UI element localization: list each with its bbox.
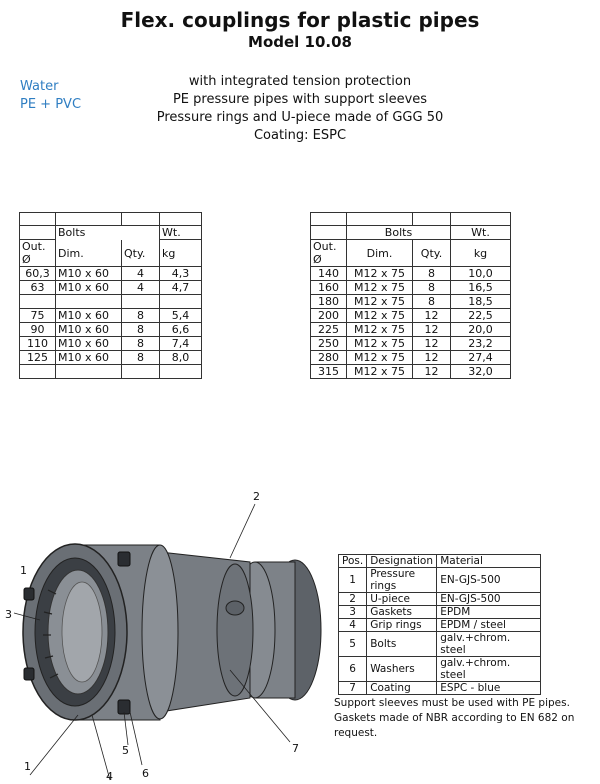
- cell-wt: 10,0: [451, 267, 511, 281]
- cell-designation: Gaskets: [367, 606, 437, 619]
- cell-pos: 6: [339, 657, 367, 682]
- cell-dim: M10 x 60: [56, 351, 122, 365]
- cell-qty: 12: [413, 337, 451, 351]
- table-row: [311, 295, 511, 309]
- page-title: Flex. couplings for plastic pipes: [120, 8, 480, 32]
- parts-row: [339, 682, 541, 695]
- cell-pos: 3: [339, 606, 367, 619]
- table-row: [311, 337, 511, 351]
- cell-material: EN-GJS-500: [437, 593, 541, 606]
- cell-dim: M10 x 60: [56, 281, 122, 295]
- cell-qty: 8: [122, 337, 160, 351]
- cell-designation: Pressure rings: [367, 568, 437, 593]
- cell-pos: 5: [339, 632, 367, 657]
- callout-5: 5: [122, 744, 129, 757]
- cell-qty: 8: [122, 323, 160, 337]
- cell-od: 250: [311, 337, 347, 351]
- tag-pe-pvc: PE + PVC: [20, 97, 82, 112]
- coupling-drawing: [0, 490, 330, 784]
- material-header: Material: [437, 555, 541, 568]
- cell-material: EPDM: [437, 606, 541, 619]
- parts-row: [339, 619, 541, 632]
- cell-material: galv.+chrom. steel: [437, 657, 541, 682]
- dim-header: Dim.: [347, 240, 413, 267]
- note-line: Support sleeves must be used with PE pipes.: [334, 697, 570, 709]
- cell-wt: 8,0: [160, 351, 202, 365]
- cell-qty: 8: [413, 267, 451, 281]
- cell-qty: 12: [413, 365, 451, 379]
- table-row: [20, 337, 202, 351]
- cell-wt: 4,7: [160, 281, 202, 295]
- cell-dim: [56, 365, 122, 379]
- cell-od: 180: [311, 295, 347, 309]
- outer-diameter-header: Out. Ø: [20, 240, 56, 267]
- cell-wt: 5,4: [160, 309, 202, 323]
- dimension-table-left: [19, 212, 202, 379]
- table-row: [311, 309, 511, 323]
- cell-dim: M12 x 75: [347, 365, 413, 379]
- dimension-table-right: [310, 212, 511, 379]
- cell-dim: M12 x 75: [347, 295, 413, 309]
- qty-header: Qty.: [413, 240, 451, 267]
- cell-od: 75: [20, 309, 56, 323]
- cell-dim: M10 x 60: [56, 323, 122, 337]
- cell-dim: M10 x 60: [56, 337, 122, 351]
- cell-designation: U-piece: [367, 593, 437, 606]
- cell-dim: M12 x 75: [347, 351, 413, 365]
- cell-dim: M12 x 75: [347, 323, 413, 337]
- callout-1-top: 1: [20, 564, 27, 577]
- cell-od: 125: [20, 351, 56, 365]
- cell-material: galv.+chrom. steel: [437, 632, 541, 657]
- dim-header: Dim.: [56, 240, 122, 267]
- cell-dim: M12 x 75: [347, 309, 413, 323]
- cell-dim: M10 x 60: [56, 267, 122, 281]
- cell-designation: Grip rings: [367, 619, 437, 632]
- cell-wt: 23,2: [451, 337, 511, 351]
- application-tags: [20, 78, 81, 114]
- cell-qty: 8: [413, 295, 451, 309]
- cell-designation: Bolts: [367, 632, 437, 657]
- cell-material: EPDM / steel: [437, 619, 541, 632]
- callout-2: 2: [253, 490, 260, 503]
- weight-header: Wt.: [160, 226, 202, 240]
- table-row: [311, 267, 511, 281]
- cell-qty: 4: [122, 267, 160, 281]
- cell-wt: [160, 365, 202, 379]
- cell-wt: [160, 295, 202, 309]
- cell-wt: 4,3: [160, 267, 202, 281]
- cell-pos: 4: [339, 619, 367, 632]
- cell-qty: 4: [122, 281, 160, 295]
- table-row: [20, 365, 202, 379]
- bolts-header: Bolts: [347, 226, 451, 240]
- cell-dim: M12 x 75: [347, 267, 413, 281]
- tag-water: Water: [20, 79, 59, 94]
- desc-line: with integrated tension protection: [188, 74, 412, 89]
- cell-od: 160: [311, 281, 347, 295]
- table-row: [20, 267, 202, 281]
- callout-7: 7: [292, 742, 299, 755]
- cell-wt: 22,5: [451, 309, 511, 323]
- cell-od: 110: [20, 337, 56, 351]
- cell-dim: [56, 295, 122, 309]
- cell-od: 225: [311, 323, 347, 337]
- model-subtitle: Model 10.08: [248, 33, 352, 51]
- cell-qty: 12: [413, 351, 451, 365]
- cell-wt: 27,4: [451, 351, 511, 365]
- cell-qty: [122, 365, 160, 379]
- bolts-header: Bolts: [56, 226, 160, 240]
- callout-4: 4: [106, 770, 113, 783]
- table-row: [20, 295, 202, 309]
- callout-3: 3: [5, 608, 12, 621]
- cell-wt: 7,4: [160, 337, 202, 351]
- cell-od: 280: [311, 351, 347, 365]
- table-row: [311, 281, 511, 295]
- cell-material: EN-GJS-500: [437, 568, 541, 593]
- cell-wt: 16,5: [451, 281, 511, 295]
- pos-header: Pos.: [339, 555, 367, 568]
- cell-od: 63: [20, 281, 56, 295]
- qty-header: Qty.: [122, 240, 160, 267]
- cell-qty: 8: [413, 281, 451, 295]
- cell-wt: 18,5: [451, 295, 511, 309]
- table-row: [20, 323, 202, 337]
- cell-designation: Washers: [367, 657, 437, 682]
- desc-line: Coating: ESPC: [253, 128, 347, 143]
- table-row: [20, 309, 202, 323]
- cell-od: [20, 295, 56, 309]
- cell-designation: Coating: [367, 682, 437, 695]
- parts-table: [338, 554, 541, 695]
- cell-wt: 20,0: [451, 323, 511, 337]
- cell-pos: 2: [339, 593, 367, 606]
- outer-diameter-header: Out. Ø: [311, 240, 347, 267]
- designation-header: Designation: [367, 555, 437, 568]
- parts-row: [339, 568, 541, 593]
- cell-pos: 7: [339, 682, 367, 695]
- product-description: [140, 73, 460, 145]
- cell-qty: 8: [122, 309, 160, 323]
- table-row: [20, 281, 202, 295]
- cell-material: ESPC - blue: [437, 682, 541, 695]
- cell-pos: 1: [339, 568, 367, 593]
- cell-wt: 6,6: [160, 323, 202, 337]
- cell-qty: [122, 295, 160, 309]
- table-row: [311, 365, 511, 379]
- unit-header: kg: [451, 240, 511, 267]
- cell-od: 315: [311, 365, 347, 379]
- parts-row: [339, 632, 541, 657]
- unit-header: kg: [160, 240, 202, 267]
- weight-header: Wt.: [451, 226, 511, 240]
- parts-row: [339, 606, 541, 619]
- table-row: [311, 351, 511, 365]
- note-line: Gaskets made of NBR according to EN 682 on request.: [334, 712, 575, 739]
- cell-dim: M10 x 60: [56, 309, 122, 323]
- cell-dim: M12 x 75: [347, 337, 413, 351]
- table-row: [311, 323, 511, 337]
- parts-row: [339, 593, 541, 606]
- desc-line: PE pressure pipes with support sleeves: [172, 92, 428, 107]
- cell-dim: M12 x 75: [347, 281, 413, 295]
- desc-line: Pressure rings and U-piece made of GGG 50: [156, 110, 444, 125]
- cell-od: 90: [20, 323, 56, 337]
- cell-qty: 12: [413, 309, 451, 323]
- cell-od: 200: [311, 309, 347, 323]
- parts-row: [339, 657, 541, 682]
- table-row: [20, 351, 202, 365]
- callout-1: 1: [24, 760, 31, 773]
- cell-wt: 32,0: [451, 365, 511, 379]
- cell-qty: 12: [413, 323, 451, 337]
- callout-6: 6: [142, 767, 149, 780]
- cell-qty: 8: [122, 351, 160, 365]
- cell-od: 140: [311, 267, 347, 281]
- notes: [334, 696, 600, 741]
- cell-od: [20, 365, 56, 379]
- cell-od: 60,3: [20, 267, 56, 281]
